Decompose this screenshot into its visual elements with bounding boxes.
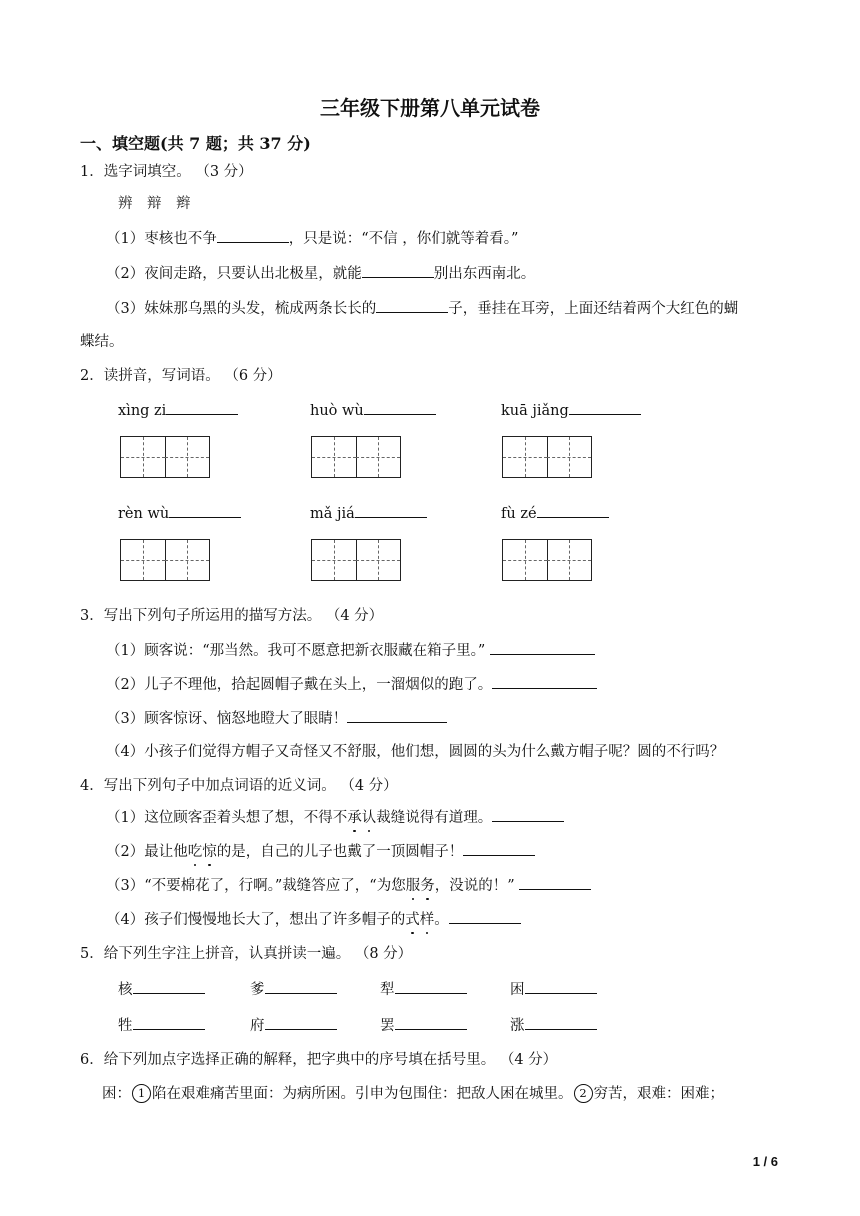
- char-text: 困: [510, 982, 525, 998]
- dotted-char: 承: [347, 806, 362, 827]
- writing-grid[interactable]: [120, 436, 210, 478]
- text: 。: [434, 912, 449, 928]
- writing-grid[interactable]: [120, 539, 210, 581]
- answer-blank[interactable]: [347, 708, 447, 723]
- answer-blank[interactable]: [492, 674, 597, 689]
- definition: 陷在艰难痛苦里面：为病所困。引申为包围住：把敌人困在城里。: [152, 1086, 573, 1102]
- char-item: [510, 978, 597, 999]
- question-1-options: 辨 辩 辫: [118, 196, 191, 212]
- question-1-sentence-3: [106, 297, 738, 318]
- answer-blank[interactable]: [355, 503, 427, 518]
- pinyin-item: [501, 400, 641, 419]
- text: （4）孩子们慢慢地长大了，想出了许多帽子的: [106, 912, 406, 928]
- text: ，只是说：“不信 ，你们就等着看。”: [288, 231, 519, 247]
- answer-blank[interactable]: [364, 400, 436, 415]
- answer-blank[interactable]: [395, 1015, 467, 1030]
- char-text: 罢: [380, 1018, 395, 1034]
- circled-number: 1: [132, 1084, 151, 1103]
- writing-grid[interactable]: [311, 539, 401, 581]
- answer-blank[interactable]: [133, 1015, 205, 1030]
- dotted-char: 认: [362, 806, 377, 827]
- pinyin-text: mǎ jiá: [310, 506, 355, 522]
- question-4-sentence-1: [106, 806, 564, 827]
- text: （1）枣核也不争: [106, 231, 217, 247]
- grid-cell[interactable]: [503, 437, 548, 477]
- dotted-char: 惊: [202, 840, 217, 861]
- text: 的是，自己的儿子也戴了一顶圆帽子！: [216, 844, 464, 860]
- char-text: 爹: [250, 982, 265, 998]
- question-3-sentence-4: （4）小孩子们觉得方帽子又奇怪又不舒服，他们想，圆圆的头为什么戴方帽子呢？圆的不行吗？: [106, 744, 725, 760]
- grid-cell[interactable]: [547, 437, 591, 477]
- grid-cell[interactable]: [356, 540, 400, 580]
- answer-blank[interactable]: [217, 228, 289, 243]
- section-heading: 一、填空题(共 7 题；共 37 分): [80, 134, 311, 153]
- question-3-sentence-2: [106, 673, 597, 694]
- question-1-sentence-1: [106, 227, 518, 248]
- dotted-char: 务: [420, 874, 435, 895]
- pinyin-item: [118, 400, 238, 419]
- pinyin-text: fù zé: [501, 506, 537, 522]
- char-item: [380, 978, 467, 999]
- question-3-heading: 3．写出下列句子所运用的描写方法。 （4 分）: [80, 608, 384, 624]
- answer-blank[interactable]: [133, 979, 205, 994]
- answer-blank[interactable]: [166, 400, 238, 415]
- grid-cell[interactable]: [165, 437, 209, 477]
- text: ，没说的！”: [434, 878, 515, 894]
- answer-blank[interactable]: [449, 909, 521, 924]
- pinyin-text: huò wù: [310, 403, 364, 419]
- pinyin-item: [310, 400, 436, 419]
- char-text: 涨: [510, 1018, 525, 1034]
- answer-blank[interactable]: [492, 807, 564, 822]
- answer-blank[interactable]: [463, 841, 535, 856]
- pinyin-text: kuā jiǎng: [501, 403, 569, 419]
- answer-blank[interactable]: [490, 640, 595, 655]
- question-5-heading: 5．给下列生字注上拼音，认真拼读一遍。 （8 分）: [80, 946, 413, 962]
- dotted-char: 式: [405, 908, 420, 929]
- answer-blank[interactable]: [525, 979, 597, 994]
- text: （3）顾客惊讶、恼怒地瞪大了眼睛！: [106, 711, 348, 727]
- char-text: 牲: [118, 1018, 133, 1034]
- grid-cell[interactable]: [503, 540, 548, 580]
- text: 子，垂挂在耳旁，上面还结着两个大红色的蝴: [448, 301, 739, 317]
- char-item: [250, 978, 337, 999]
- text: （2）儿子不理他，拾起圆帽子戴在头上，一溜烟似的跑了。: [106, 677, 493, 693]
- circled-number: 2: [574, 1084, 593, 1103]
- answer-blank[interactable]: [265, 1015, 337, 1030]
- char-item: [250, 1014, 337, 1035]
- text: 裁缝说得有道理。: [376, 810, 493, 826]
- text: （1）顾客说：“那当然。我可不愿意把新衣服藏在箱子里。”: [106, 643, 486, 659]
- char-text: 府: [250, 1018, 265, 1034]
- pinyin-item: [310, 503, 427, 522]
- answer-blank[interactable]: [569, 400, 641, 415]
- question-4-sentence-3: [106, 874, 591, 895]
- text: 别出东西南北。: [433, 266, 536, 282]
- char-item: [380, 1014, 467, 1035]
- dotted-char: 吃: [188, 840, 203, 861]
- question-1-sentence-2: [106, 262, 535, 283]
- text: （3）“不要棉花了，行啊。”裁缝答应了，“为您: [106, 878, 406, 894]
- answer-blank[interactable]: [525, 1015, 597, 1030]
- page-number: 1 / 6: [752, 1154, 778, 1169]
- writing-grid[interactable]: [311, 436, 401, 478]
- text: （2）最让他: [106, 844, 188, 860]
- question-1-heading: 1．选字词填空。 （3 分）: [80, 164, 253, 180]
- answer-blank[interactable]: [265, 979, 337, 994]
- text: （2）夜间走路，只要认出北极星，就能: [106, 266, 362, 282]
- pinyin-text: xìng zi: [118, 403, 167, 419]
- grid-cell[interactable]: [121, 437, 166, 477]
- answer-blank[interactable]: [169, 503, 241, 518]
- grid-cell[interactable]: [312, 540, 357, 580]
- question-4-sentence-2: [106, 840, 535, 861]
- char-item: [510, 1014, 597, 1035]
- grid-cell[interactable]: [547, 540, 591, 580]
- answer-blank[interactable]: [376, 298, 448, 313]
- char-text: 核: [118, 982, 133, 998]
- char-item: [118, 1014, 205, 1035]
- writing-grid[interactable]: [502, 436, 592, 478]
- grid-cell[interactable]: [312, 437, 357, 477]
- writing-grid[interactable]: [502, 539, 592, 581]
- grid-cell[interactable]: [356, 437, 400, 477]
- dotted-char: 样: [420, 908, 435, 929]
- question-3-sentence-3: [106, 707, 447, 728]
- question-6-heading: 6．给下列加点字选择正确的解释，把字典中的序号填在括号里。 （4 分）: [80, 1052, 558, 1068]
- question-4-sentence-4: [106, 908, 521, 929]
- page-title: 三年级下册第八单元试卷: [320, 96, 540, 120]
- text: （3）妹妹那乌黑的头发，梳成两条长长的: [106, 301, 377, 317]
- answer-blank[interactable]: [519, 875, 591, 890]
- entry-char: 困：: [102, 1086, 131, 1102]
- answer-blank[interactable]: [537, 503, 609, 518]
- char-text: 犁: [380, 982, 395, 998]
- grid-cell[interactable]: [121, 540, 166, 580]
- grid-cell[interactable]: [165, 540, 209, 580]
- question-1-sentence-3-cont: 蝶结。: [80, 334, 124, 350]
- pinyin-item: [501, 503, 609, 522]
- text: （1）这位顾客歪着头想了想，不得不: [106, 810, 348, 826]
- answer-blank[interactable]: [395, 979, 467, 994]
- question-4-heading: 4．写出下列句子中加点词语的近义词。 （4 分）: [80, 778, 398, 794]
- dotted-char: 服: [406, 874, 421, 895]
- definition: 穷苦，艰难：困难；: [593, 1086, 724, 1102]
- question-3-sentence-1: [106, 639, 595, 660]
- question-2-heading: 2．读拼音，写词语。 （6 分）: [80, 368, 282, 384]
- pinyin-item: [118, 503, 241, 522]
- answer-blank[interactable]: [362, 263, 434, 278]
- pinyin-text: rèn wù: [118, 506, 170, 522]
- char-item: [118, 978, 205, 999]
- dictionary-entry: [102, 1082, 724, 1103]
